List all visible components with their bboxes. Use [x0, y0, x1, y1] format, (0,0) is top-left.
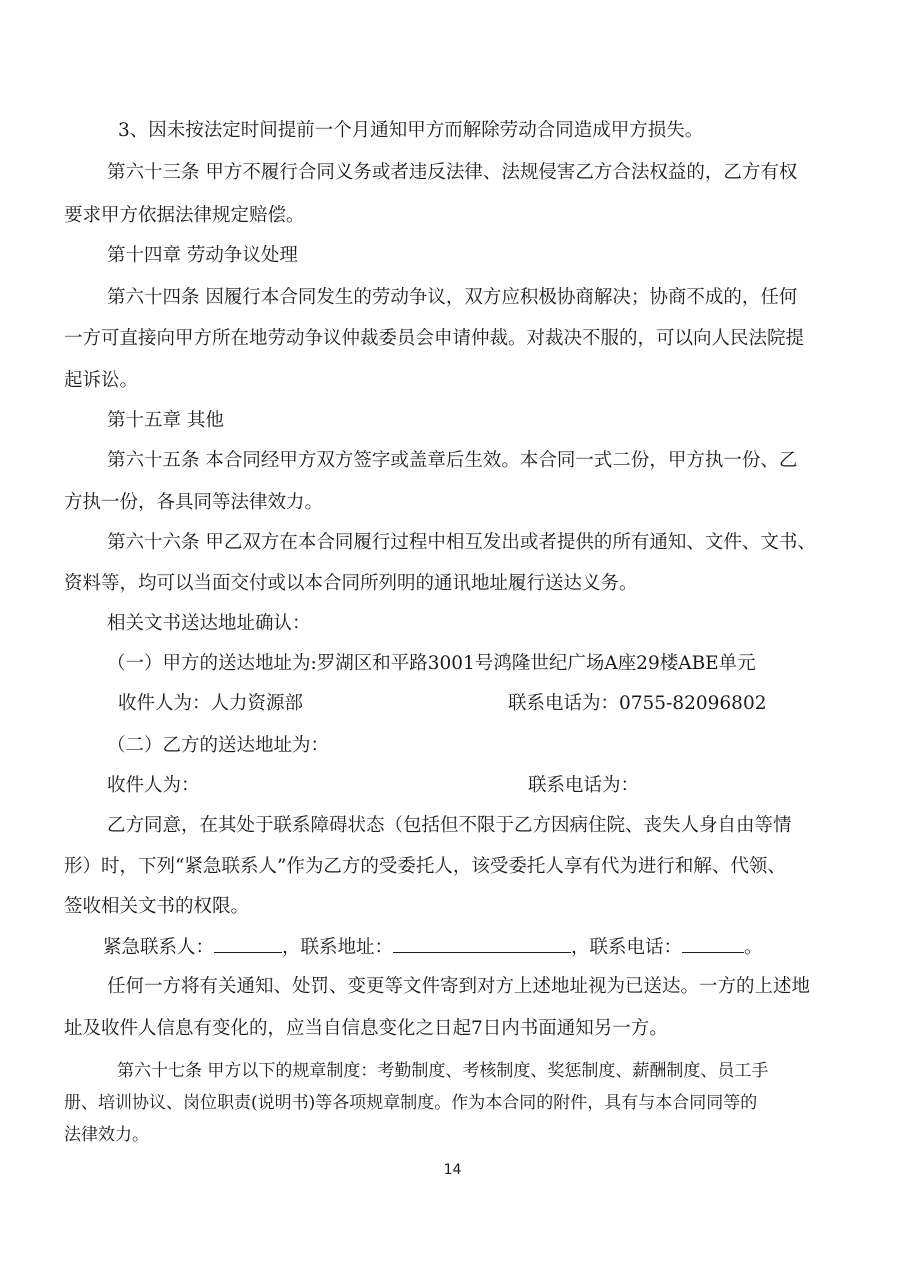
article-67-line-2: 册、培训协议、岗位职责(说明书)等各项规章制度。作为本合同的附件，具有与本合同同等的: [64, 1093, 758, 1113]
article-65-line-1: 第六十五条 本合同经甲方双方签字或盖章后生效。本合同一式二份，甲方执一份、乙: [107, 450, 798, 471]
page-number: 14: [443, 1162, 462, 1178]
consent-line-1: 乙方同意，在其处于联系障碍状态（包括但不限于乙方因病住院、丧失人身自由等情: [107, 815, 792, 836]
article-63-line-2: 要求甲方依据法律规定赔偿。: [64, 205, 305, 226]
emergency-address-label: ，联系地址：: [282, 937, 394, 958]
emergency-address-blank[interactable]: [393, 934, 571, 953]
chapter-15-heading: 第十五章 其他: [107, 410, 224, 431]
emergency-contact-blank[interactable]: [214, 934, 282, 953]
party-a-address: （一）甲方的送达地址为:罗湖区和平路3001号鸿隆世纪广场A座29楼ABE单元: [107, 653, 756, 674]
emergency-phone-blank[interactable]: [682, 934, 744, 953]
party-a-phone: 联系电话为：0755-82096802: [508, 693, 767, 714]
emergency-phone-label: ，联系电话：: [571, 937, 683, 958]
article-66-line-1: 第六十六条 甲乙双方在本合同履行过程中相互发出或者提供的所有通知、文件、文书、: [107, 532, 816, 553]
article-67-line-1: 第六十七条 甲方以下的规章制度：考勤制度、考核制度、奖惩制度、薪酬制度、员工手: [117, 1061, 769, 1081]
chapter-14-heading: 第十四章 劳动争议处理: [107, 245, 298, 266]
article-64-line-2: 一方可直接向甲方所在地劳动争议仲裁委员会申请仲裁。对裁决不服的，可以向人民法院提: [64, 328, 805, 349]
item-3-text: 3、因未按法定时间提前一个月通知甲方而解除劳动合同造成甲方损失。: [118, 120, 704, 141]
party-b-recipient: 收件人为：: [107, 775, 200, 796]
emergency-contact-label: 紧急联系人：: [103, 937, 215, 958]
article-65-line-2: 方执一份，各具同等法律效力。: [64, 492, 324, 513]
emergency-line-end: 。: [744, 937, 763, 958]
party-a-recipient: 收件人为：人力资源部: [118, 693, 304, 714]
article-66-line-2: 资料等，均可以当面交付或以本合同所列明的通讯地址履行送达义务。: [64, 573, 638, 594]
notice-line-1: 任何一方将有关通知、处罚、变更等文件寄到对方上述地址视为已送达。一方的上述地: [107, 976, 811, 997]
party-b-address: （二）乙方的送达地址为：: [107, 735, 330, 756]
consent-line-2: 形）时，下列“紧急联系人”作为乙方的受委托人，该受委托人享有代为进行和解、代领、: [64, 856, 786, 877]
article-63-line-1: 第六十三条 甲方不履行合同义务或者违反法律、法规侵害乙方合法权益的，乙方有权: [107, 162, 798, 183]
notice-line-2: 址及收件人信息有变化的，应当自信息变化之日起7日内书面通知另一方。: [64, 1018, 668, 1039]
emergency-contact-line: [103, 934, 763, 961]
article-64-line-3: 起诉讼。: [64, 370, 139, 391]
consent-line-3: 签收相关文书的权限。: [64, 896, 250, 917]
article-67-line-3: 法律效力。: [64, 1125, 149, 1145]
address-confirm-heading: 相关文书送达地址确认：: [107, 613, 311, 634]
article-64-line-1: 第六十四条 因履行本合同发生的劳动争议，双方应积极协商解决；协商不成的，任何: [107, 287, 798, 308]
party-b-phone: 联系电话为：: [528, 775, 640, 796]
